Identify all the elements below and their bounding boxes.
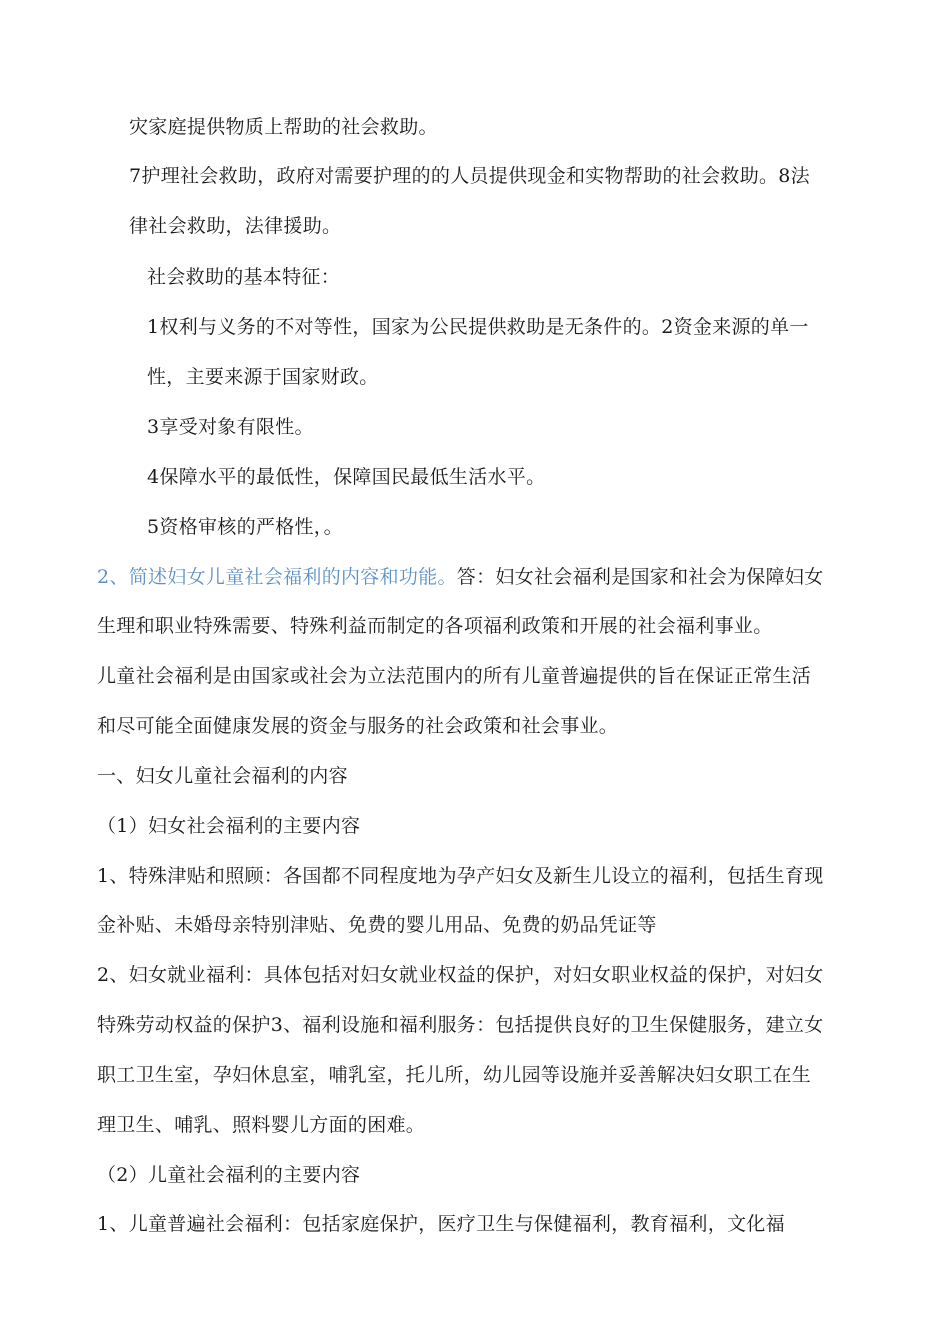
paragraph-line: 和尽可能全面健康发展的资金与服务的社会政策和社会事业。 xyxy=(97,715,619,737)
paragraph-line: 律社会救助，法律援助。 xyxy=(129,215,342,237)
paragraph-line: 4保障水平的最低性，保障国民最低生活水平。 xyxy=(147,466,546,488)
paragraph-line: 5资格审核的严格性，。 xyxy=(147,516,343,538)
section-heading: 社会救助的基本特征： xyxy=(147,266,341,288)
subsection-heading: （1）妇女社会福利的主要内容 xyxy=(97,815,361,837)
answer-start: 答：妇女社会福利是国家和社会为保障妇女 xyxy=(456,566,824,588)
paragraph-line: 金补贴、未婚母亲特别津贴、免费的婴儿用品、免费的奶品凭证等 xyxy=(97,914,657,936)
paragraph-line: 特殊劳动权益的保护3、福利设施和福利服务：包括提供良好的卫生保健服务，建立女 xyxy=(97,1014,824,1036)
paragraph-line: 1、儿童普遍社会福利：包括家庭保护，医疗卫生与保健福利，教育福利，文化福 xyxy=(97,1213,785,1235)
paragraph-line: 职工卫生室，孕妇休息室，哺乳室，托儿所，幼儿园等设施并妥善解决妇女职工在生 xyxy=(97,1064,812,1086)
question-line xyxy=(97,563,824,591)
paragraph-line: 灾家庭提供物质上帮助的社会救助。 xyxy=(129,116,438,138)
paragraph-line: 性，主要来源于国家财政。 xyxy=(147,366,379,388)
paragraph-line: 儿童社会福利是由国家或社会为立法范围内的所有儿童普遍提供的旨在保证正常生活 xyxy=(97,665,812,687)
paragraph-line: 3享受对象有限性。 xyxy=(147,416,314,438)
paragraph-line: 理卫生、哺乳、照料婴儿方面的困难。 xyxy=(97,1114,426,1136)
paragraph-line: 生理和职业特殊需要、特殊利益而制定的各项福利政策和开展的社会福利事业。 xyxy=(97,615,773,637)
subsection-heading: （2）儿童社会福利的主要内容 xyxy=(97,1164,361,1186)
section-heading: 一、妇女儿童社会福利的内容 xyxy=(97,765,348,787)
paragraph-line: 1权利与义务的不对等性，国家为公民提供救助是无条件的。2资金来源的单一 xyxy=(147,316,809,338)
paragraph-line: 1、特殊津贴和照顾：各国都不同程度地为孕产妇女及新生儿设立的福利，包括生育现 xyxy=(97,865,824,887)
paragraph-line: 7护理社会救助，政府对需要护理的的人员提供现金和实物帮助的社会救助。8法 xyxy=(129,165,810,187)
paragraph-line: 2、妇女就业福利：具体包括对妇女就业权益的保护，对妇女职业权益的保护，对妇女 xyxy=(97,964,824,986)
question-title: 2、简述妇女儿童社会福利的内容和功能。 xyxy=(97,566,457,588)
